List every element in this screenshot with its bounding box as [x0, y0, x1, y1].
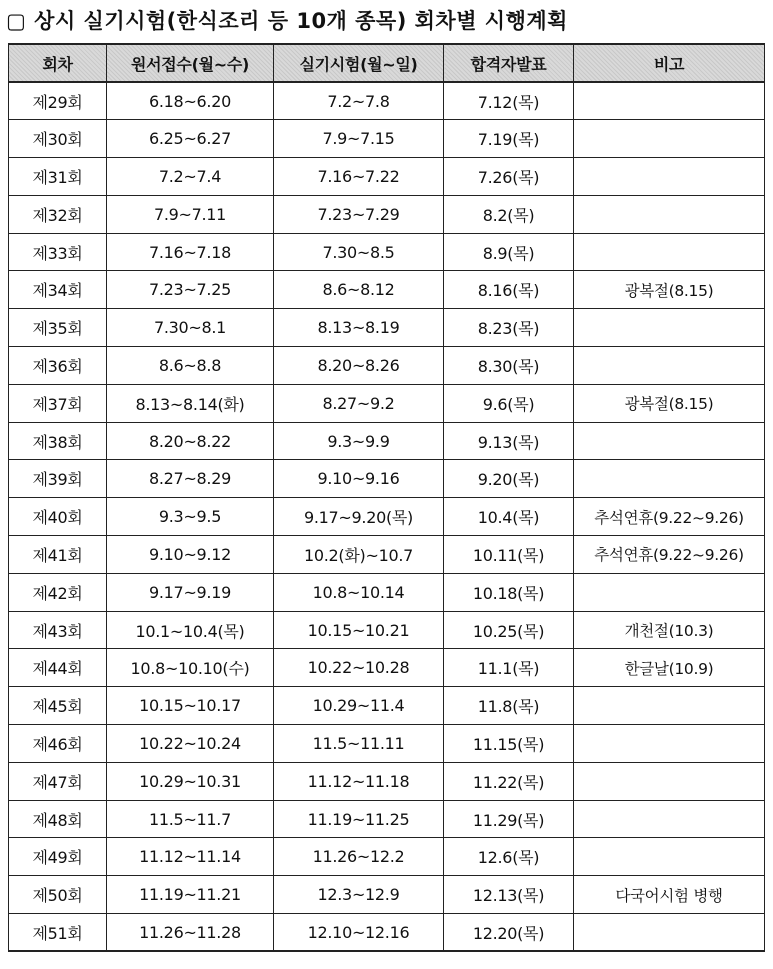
cell-application-period: 8.6~8.8	[107, 347, 274, 385]
cell-exam-period: 11.5~11.11	[274, 725, 444, 763]
cell-application-period: 7.23~7.25	[107, 271, 274, 309]
cell-round: 제45회	[9, 687, 107, 725]
cell-round: 제34회	[9, 271, 107, 309]
cell-application-period: 10.8~10.10(수)	[107, 649, 274, 687]
cell-note: 다국어시험 병행	[574, 876, 765, 914]
cell-note	[574, 838, 765, 876]
cell-exam-period: 8.6~8.12	[274, 271, 444, 309]
cell-round: 제48회	[9, 800, 107, 838]
cell-round: 제32회	[9, 195, 107, 233]
cell-application-period: 9.17~9.19	[107, 573, 274, 611]
cell-round: 제35회	[9, 309, 107, 347]
column-header-exam: 실기시험(월~일)	[274, 44, 444, 82]
cell-exam-period: 8.20~8.26	[274, 347, 444, 385]
cell-round: 제42회	[9, 573, 107, 611]
cell-result-date: 9.6(목)	[444, 384, 574, 422]
cell-round: 제37회	[9, 384, 107, 422]
cell-application-period: 8.20~8.22	[107, 422, 274, 460]
cell-exam-period: 10.8~10.14	[274, 573, 444, 611]
table-row	[9, 309, 765, 347]
cell-note	[574, 687, 765, 725]
cell-application-period: 8.27~8.29	[107, 460, 274, 498]
cell-result-date: 7.12(목)	[444, 82, 574, 120]
cell-round: 제31회	[9, 158, 107, 196]
cell-exam-period: 8.13~8.19	[274, 309, 444, 347]
cell-result-date: 12.6(목)	[444, 838, 574, 876]
cell-result-date: 11.1(목)	[444, 649, 574, 687]
table-row	[9, 838, 765, 876]
cell-round: 제47회	[9, 762, 107, 800]
cell-application-period: 10.15~10.17	[107, 687, 274, 725]
cell-application-period: 6.25~6.27	[107, 120, 274, 158]
table-row	[9, 347, 765, 385]
cell-exam-period: 10.22~10.28	[274, 649, 444, 687]
cell-application-period: 11.12~11.14	[107, 838, 274, 876]
cell-exam-period: 10.2(화)~10.7	[274, 536, 444, 574]
cell-note	[574, 725, 765, 763]
cell-exam-period: 9.10~9.16	[274, 460, 444, 498]
cell-round: 제46회	[9, 725, 107, 763]
cell-result-date: 10.4(목)	[444, 498, 574, 536]
cell-note: 개천절(10.3)	[574, 611, 765, 649]
schedule-table	[8, 43, 765, 952]
table-row	[9, 914, 765, 952]
cell-exam-period: 7.2~7.8	[274, 82, 444, 120]
page-title: ▢ 상시 실기시험(한식조리 등 10개 종목) 회차별 시행계획	[6, 9, 568, 33]
table-row	[9, 762, 765, 800]
table-row	[9, 800, 765, 838]
cell-application-period: 8.13~8.14(화)	[107, 384, 274, 422]
cell-result-date: 7.19(목)	[444, 120, 574, 158]
cell-note	[574, 120, 765, 158]
table-row	[9, 422, 765, 460]
cell-result-date: 11.15(목)	[444, 725, 574, 763]
cell-note	[574, 762, 765, 800]
cell-result-date: 8.16(목)	[444, 271, 574, 309]
cell-application-period: 9.3~9.5	[107, 498, 274, 536]
cell-round: 제29회	[9, 82, 107, 120]
cell-result-date: 8.23(목)	[444, 309, 574, 347]
cell-result-date: 9.20(목)	[444, 460, 574, 498]
cell-note	[574, 195, 765, 233]
cell-result-date: 8.30(목)	[444, 347, 574, 385]
cell-application-period: 11.19~11.21	[107, 876, 274, 914]
cell-round: 제38회	[9, 422, 107, 460]
cell-exam-period: 11.19~11.25	[274, 800, 444, 838]
cell-application-period: 10.1~10.4(목)	[107, 611, 274, 649]
cell-note	[574, 158, 765, 196]
cell-exam-period: 7.30~8.5	[274, 233, 444, 271]
cell-round: 제30회	[9, 120, 107, 158]
cell-exam-period: 7.23~7.29	[274, 195, 444, 233]
column-header-round: 회차	[9, 44, 107, 82]
cell-exam-period: 9.3~9.9	[274, 422, 444, 460]
cell-exam-period: 11.12~11.18	[274, 762, 444, 800]
table-row	[9, 573, 765, 611]
cell-note	[574, 422, 765, 460]
cell-application-period: 7.30~8.1	[107, 309, 274, 347]
table-row	[9, 158, 765, 196]
cell-application-period: 11.26~11.28	[107, 914, 274, 952]
cell-note	[574, 914, 765, 952]
cell-result-date: 8.9(목)	[444, 233, 574, 271]
cell-result-date: 11.22(목)	[444, 762, 574, 800]
header-row	[9, 44, 765, 82]
cell-application-period: 7.2~7.4	[107, 158, 274, 196]
cell-result-date: 12.13(목)	[444, 876, 574, 914]
cell-note: 추석연휴(9.22~9.26)	[574, 498, 765, 536]
cell-result-date: 11.8(목)	[444, 687, 574, 725]
cell-round: 제44회	[9, 649, 107, 687]
cell-note	[574, 347, 765, 385]
cell-round: 제40회	[9, 498, 107, 536]
cell-note	[574, 460, 765, 498]
cell-note	[574, 309, 765, 347]
cell-result-date: 9.13(목)	[444, 422, 574, 460]
cell-application-period: 10.22~10.24	[107, 725, 274, 763]
cell-result-date: 7.26(목)	[444, 158, 574, 196]
cell-result-date: 10.18(목)	[444, 573, 574, 611]
cell-round: 제41회	[9, 536, 107, 574]
table-row	[9, 460, 765, 498]
cell-note: 추석연휴(9.22~9.26)	[574, 536, 765, 574]
table-row	[9, 649, 765, 687]
cell-note: 광복절(8.15)	[574, 271, 765, 309]
cell-round: 제51회	[9, 914, 107, 952]
cell-exam-period: 9.17~9.20(목)	[274, 498, 444, 536]
cell-exam-period: 10.29~11.4	[274, 687, 444, 725]
cell-exam-period: 12.3~12.9	[274, 876, 444, 914]
cell-result-date: 12.20(목)	[444, 914, 574, 952]
table-row	[9, 876, 765, 914]
cell-note	[574, 800, 765, 838]
table-row	[9, 498, 765, 536]
cell-round: 제33회	[9, 233, 107, 271]
cell-note: 광복절(8.15)	[574, 384, 765, 422]
column-header-note: 비고	[574, 44, 765, 82]
table-row	[9, 120, 765, 158]
cell-application-period: 10.29~10.31	[107, 762, 274, 800]
table-row	[9, 384, 765, 422]
column-header-result: 합격자발표	[444, 44, 574, 82]
cell-application-period: 7.16~7.18	[107, 233, 274, 271]
cell-round: 제50회	[9, 876, 107, 914]
table-row	[9, 687, 765, 725]
table-row	[9, 271, 765, 309]
cell-application-period: 11.5~11.7	[107, 800, 274, 838]
cell-exam-period: 7.9~7.15	[274, 120, 444, 158]
cell-exam-period: 11.26~12.2	[274, 838, 444, 876]
cell-result-date: 10.11(목)	[444, 536, 574, 574]
table-body	[9, 82, 765, 951]
cell-exam-period: 7.16~7.22	[274, 158, 444, 196]
table-row	[9, 611, 765, 649]
cell-exam-period: 12.10~12.16	[274, 914, 444, 952]
column-header-application: 원서접수(월~수)	[107, 44, 274, 82]
cell-result-date: 10.25(목)	[444, 611, 574, 649]
cell-result-date: 8.2(목)	[444, 195, 574, 233]
cell-exam-period: 10.15~10.21	[274, 611, 444, 649]
cell-exam-period: 8.27~9.2	[274, 384, 444, 422]
table-row	[9, 195, 765, 233]
cell-note	[574, 573, 765, 611]
cell-round: 제39회	[9, 460, 107, 498]
table-row	[9, 233, 765, 271]
table-row	[9, 725, 765, 763]
cell-note	[574, 233, 765, 271]
cell-round: 제43회	[9, 611, 107, 649]
cell-application-period: 7.9~7.11	[107, 195, 274, 233]
cell-application-period: 6.18~6.20	[107, 82, 274, 120]
cell-round: 제36회	[9, 347, 107, 385]
table-row	[9, 536, 765, 574]
cell-round: 제49회	[9, 838, 107, 876]
cell-result-date: 11.29(목)	[444, 800, 574, 838]
cell-application-period: 9.10~9.12	[107, 536, 274, 574]
cell-note: 한글날(10.9)	[574, 649, 765, 687]
cell-note	[574, 82, 765, 120]
table-row	[9, 82, 765, 120]
